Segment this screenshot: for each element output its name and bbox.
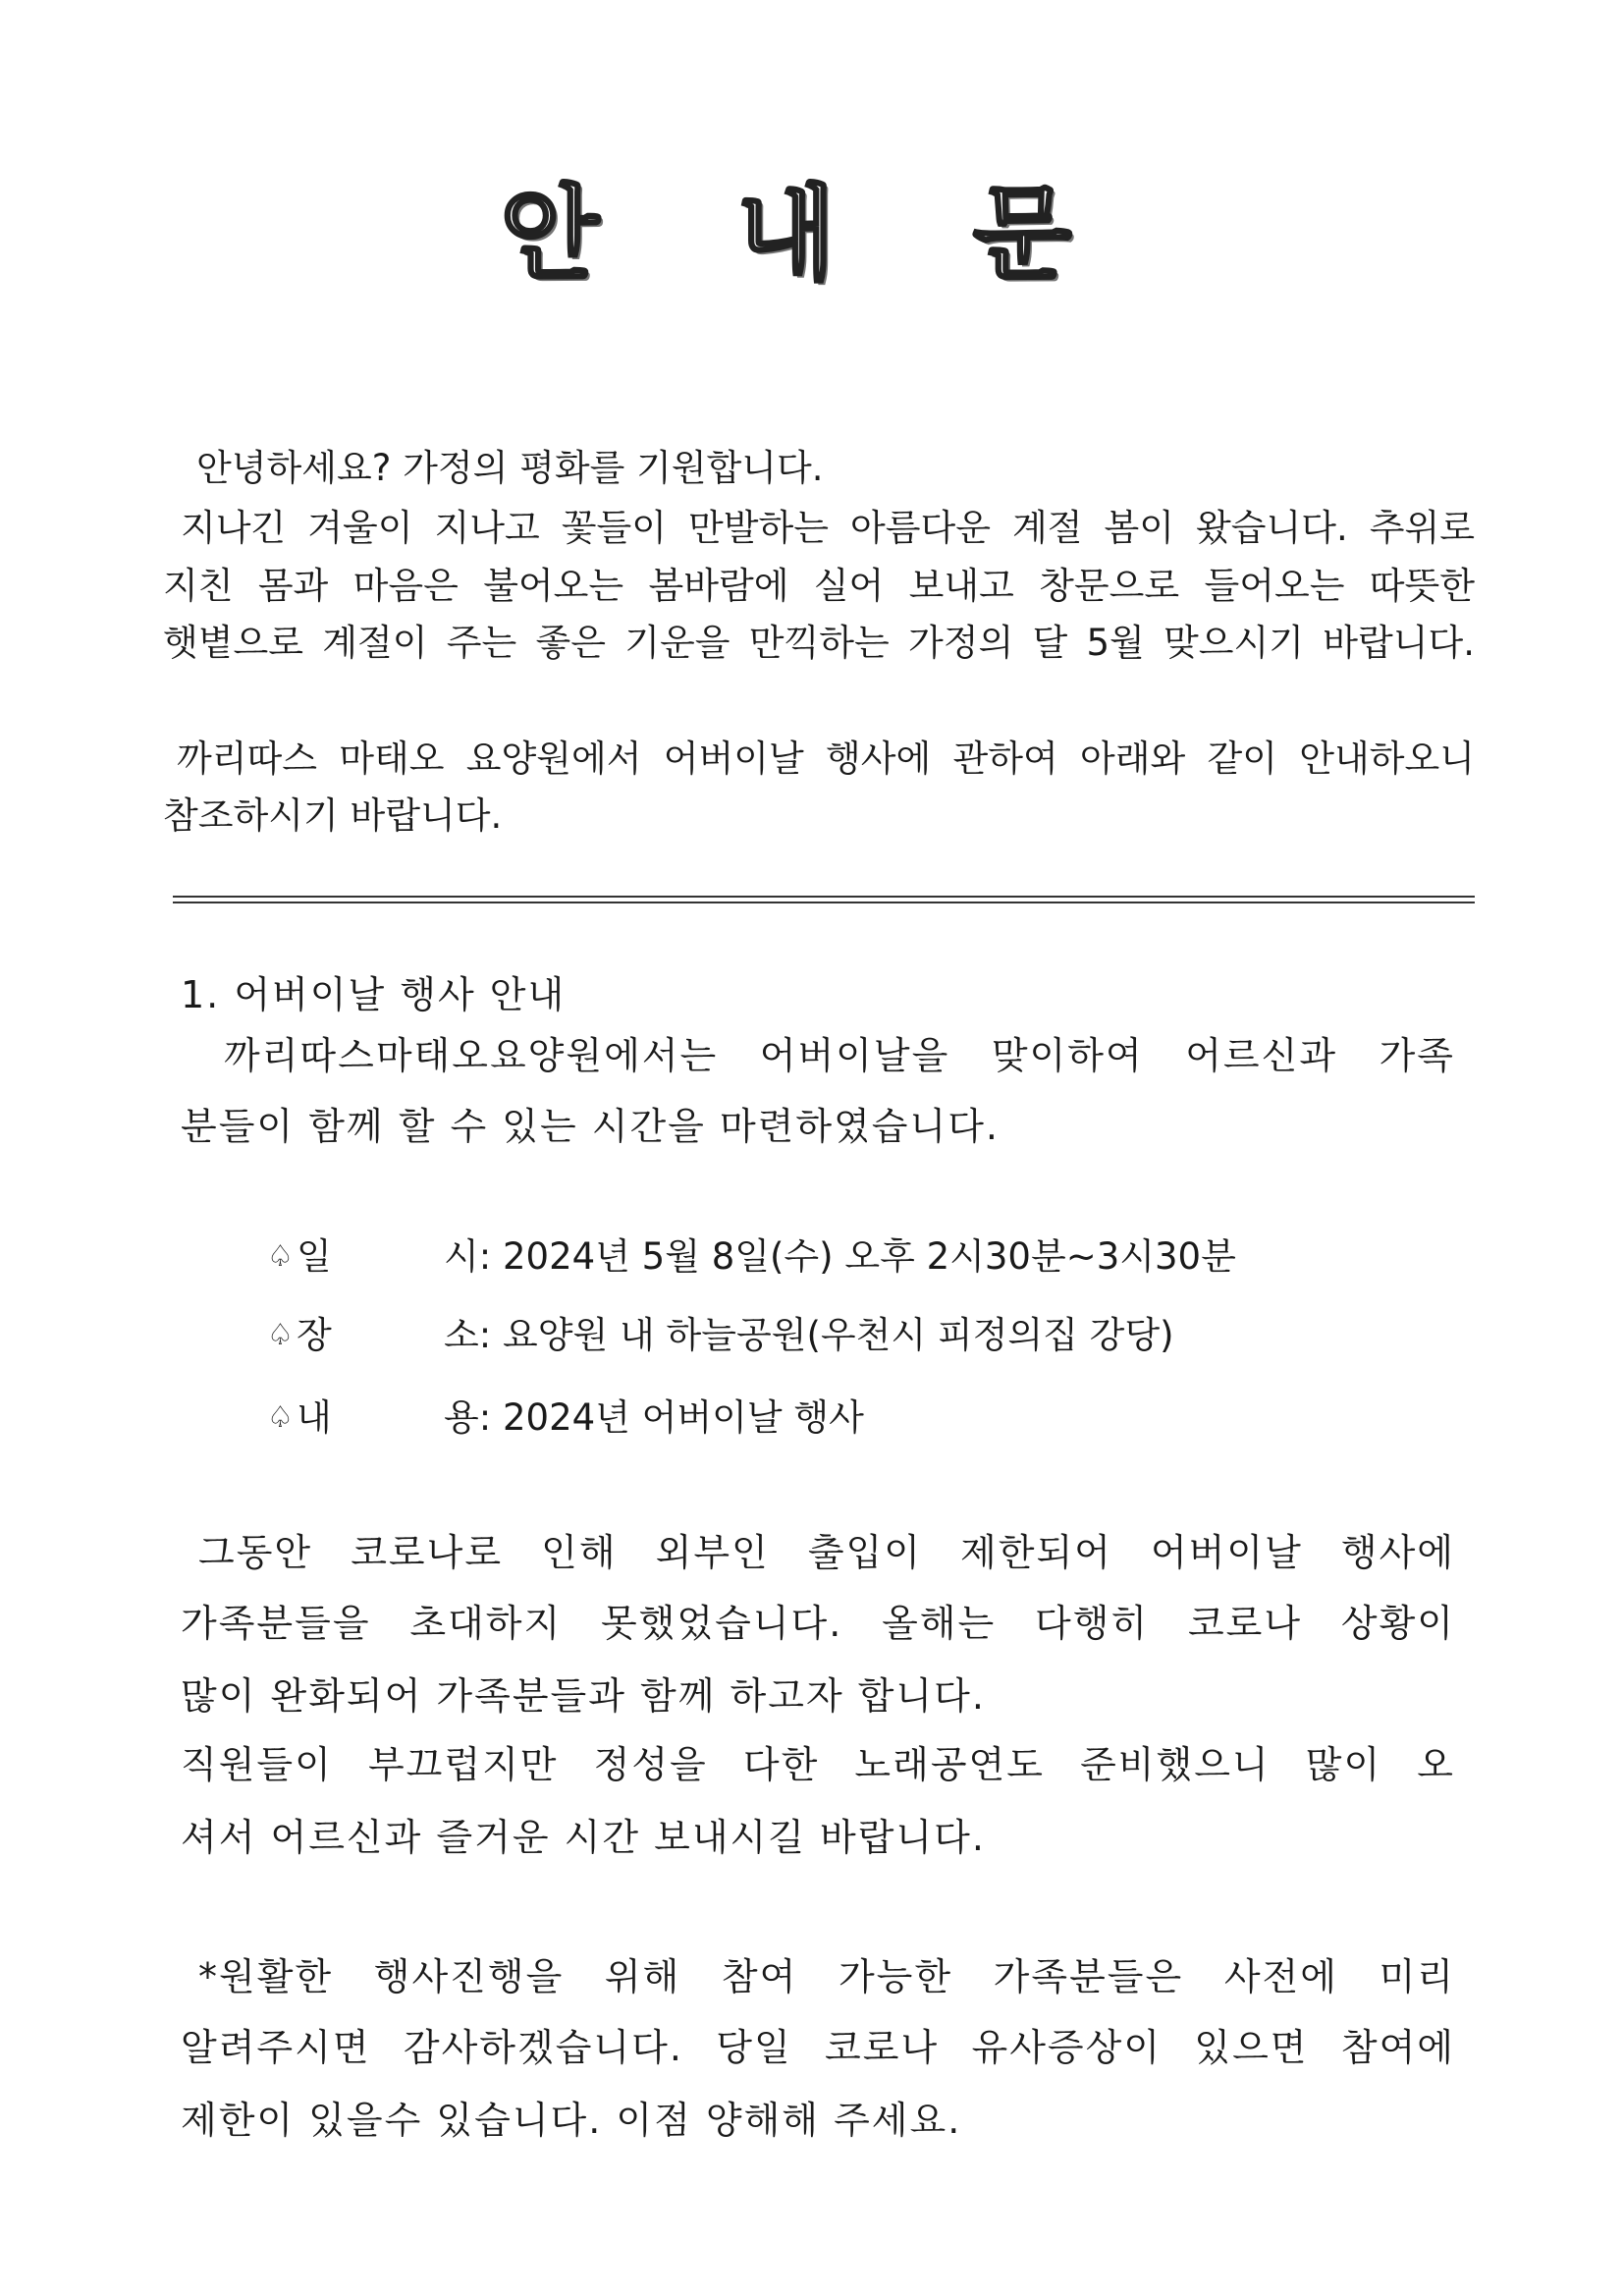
place-value: 요양원 내 하늘공원(우천시 피정의집 강당) <box>503 1314 1174 1356</box>
divider-line-secondary <box>173 902 1475 903</box>
detail-date-row <box>267 1231 1236 1283</box>
body-line-4: 직원들이 부끄럽지만 정성을 다한 노래공연도 준비했으니 많이 오 <box>181 1743 1455 1786</box>
body-line-5: 셔서 어르신과 즐거운 시간 보내시길 바랍니다. <box>181 1816 986 1859</box>
date-label-b: 시: <box>444 1235 492 1278</box>
section-line-1: 까리따스마태오요양원에서는 어버이날을 맞이하여 어르신과 가족 <box>224 1034 1455 1077</box>
detail-place-row <box>267 1310 1174 1361</box>
section-heading: 1. 어버이날 행사 안내 <box>181 973 567 1016</box>
body-line-1: 그동안 코로나로 인해 외부인 출입이 제한되어 어버이날 행사에 <box>198 1531 1455 1574</box>
body-line-3: 많이 완화되어 가족분들과 함께 하고자 합니다. <box>181 1674 986 1718</box>
place-label-a: 장 <box>297 1314 332 1356</box>
page-title: 안 내 문 <box>500 174 1123 294</box>
intro-line-1: 안녕하세요? 가정의 평화를 기원합니다. <box>196 447 824 489</box>
intro-line-4: 햇볕으로 계절이 주는 좋은 기운을 만끽하는 가정의 달 5월 맞으시기 바랍니다. <box>163 622 1475 664</box>
detail-content-row <box>267 1393 864 1444</box>
intro-line-5: 까리따스 마태오 요양원에서 어버이날 행사에 관하여 아래와 같이 안내하오니 <box>177 738 1475 780</box>
content-value: 2024년 어버이날 행사 <box>503 1396 864 1439</box>
spade-marker-icon: ♤ <box>267 1318 294 1352</box>
note-line-2: 알려주시면 감사하겠습니다. 당일 코로나 유사증상이 있으면 참여에 <box>181 2026 1455 2069</box>
place-label-b: 소: <box>444 1314 492 1356</box>
spade-marker-icon: ♤ <box>267 1400 294 1435</box>
spade-marker-icon: ♤ <box>267 1239 294 1274</box>
intro-line-3: 지친 몸과 마음은 불어오는 봄바람에 실어 보내고 창문으로 들어오는 따뜻한 <box>163 565 1475 607</box>
body-line-2: 가족분들을 초대하지 못했었습니다. 올해는 다행히 코로나 상황이 <box>181 1602 1455 1645</box>
divider-line <box>173 896 1475 898</box>
date-label-a: 일 <box>297 1235 332 1278</box>
note-line-3: 제한이 있을수 있습니다. 이점 양해해 주세요. <box>181 2099 962 2142</box>
content-label-a: 내 <box>297 1396 332 1439</box>
intro-line-6: 참조하시기 바랍니다. <box>163 794 503 837</box>
intro-line-2: 지나긴 겨울이 지나고 꽃들이 만발하는 아름다운 계절 봄이 왔습니다. 추위로 <box>181 507 1475 549</box>
content-label-b: 용: <box>444 1396 492 1439</box>
date-value: 2024년 5월 8일(수) 오후 2시30분~3시30분 <box>503 1235 1236 1278</box>
note-line-1: *원활한 행사진행을 위해 참여 가능한 가족분들은 사전에 미리 <box>198 1955 1455 1998</box>
section-line-2: 분들이 함께 할 수 있는 시간을 마련하였습니다. <box>181 1105 1001 1148</box>
